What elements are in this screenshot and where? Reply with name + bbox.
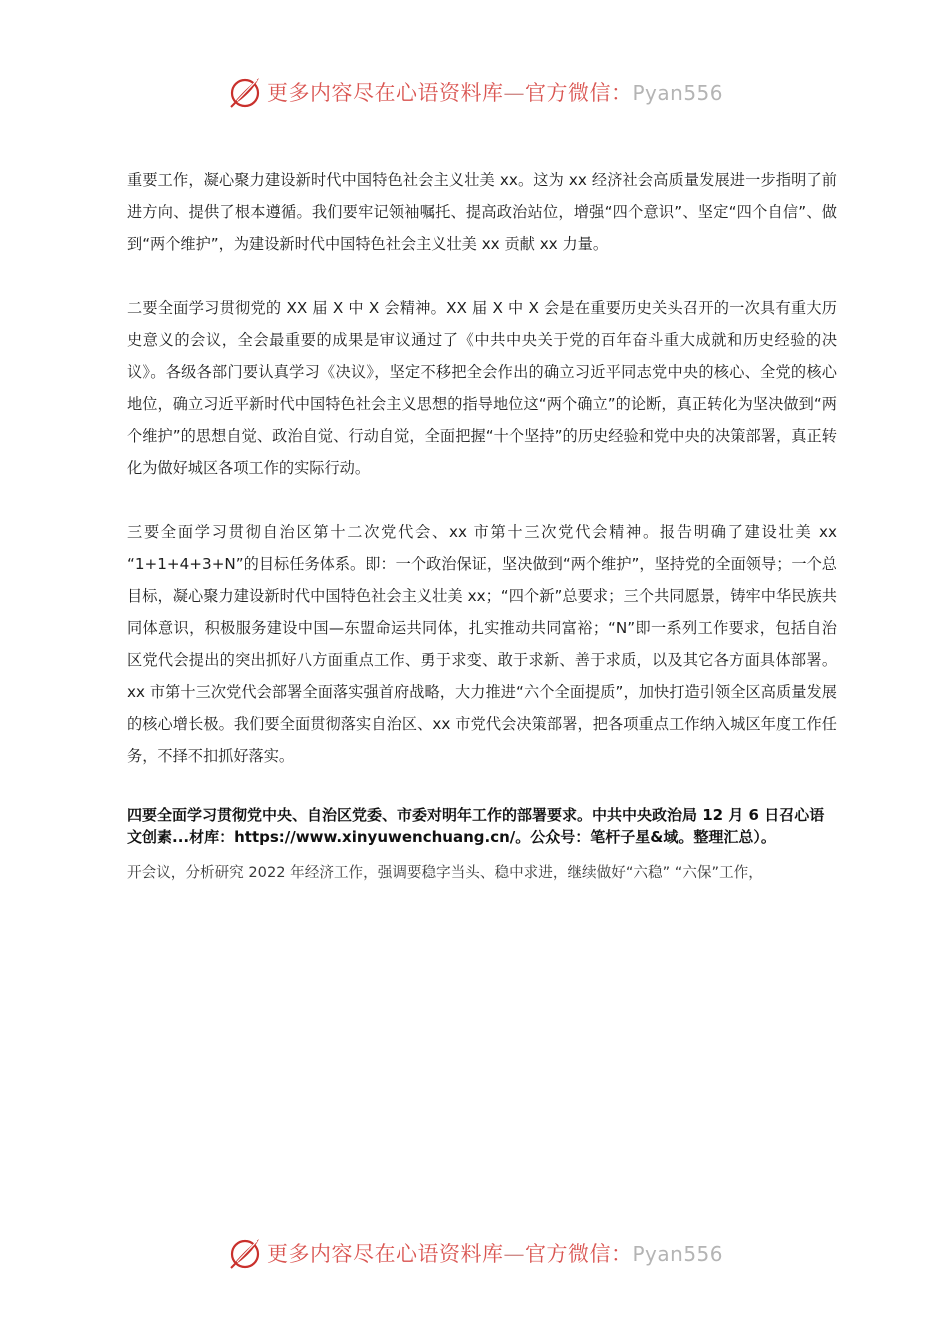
- quill-pen-logo-icon: [227, 74, 263, 110]
- banner-account: Pyan556: [632, 81, 723, 105]
- paragraph-2: 二要全面学习贯彻党的 XX 届 X 中 X 会精神。XX 届 X 中 X 会是在重要历史关头召开的一次具有重大历史意义的会议，全会最重要的成果是审议通过了《中共中央关于党的百年奋斗重大成就和历史经验的决议》。各级各部门要认真学习《决议》，坚定不移把全会作出的确立习近平同志党中央的核心、全党的核心地位，确立习近平新时代中国特色社会主义思想的指导地位这“两个确立”的论断，真正转化为坚决做到“两个维护”的思想自觉、政治自觉、行动自觉，全面把握“十个坚持”的历史经验和党中央的决策部署，真正转化为做好城区各项工作的实际行动。: [127, 299, 837, 477]
- banner-separator: —: [503, 1242, 525, 1266]
- banner-text: [267, 1238, 723, 1268]
- banner-account: Pyan556: [632, 1242, 723, 1266]
- banner-text: [267, 77, 723, 107]
- paragraph-3: 三要全面学习贯彻自治区第十二次党代会、xx 市第十三次党代会精神。报告明确了建设壮美 xx “1+1+4+3+N”的目标任务体系。即：一个政治保证，坚决做到“两个维护”，坚持党的全面领导；一个总目标，凝心聚力建设新时代中国特色社会主义壮美 xx；“四个新”总要求；三个共同愿景，铸牢中华民族共同体意识，积极服务建设中国—东盟命运共同体，扎实推动共同富裕；“N”即一系列工作要求，包括自治区党代会提出的突出抓好八方面重点工作、勇于求变、敢于求新、善于求质，以及其它各方面具体部署。xx 市第十三次党代会部署全面落实强首府战略，大力推进“六个全面提质”，加快打造引领全区高质量发展的核心增长极。我们要全面贯彻落实自治区、xx 市党代会决策部署，把各项重点工作纳入城区年度工作任务，不择不扣抓好落实。: [127, 523, 837, 765]
- paragraph-4-bold: 四要全面学习贯彻党中央、自治区党委、市委对明年工作的部署要求。中共中央政治局 12 月 6 日召心语文创素...材库：https://www.xinyuwenchuang.cn/。公众号：笔杆子星&域。整理汇总）。: [127, 806, 825, 846]
- quill-pen-logo-icon: [227, 1235, 263, 1271]
- banner-title: 更多内容尽在心语资料库: [266, 1242, 504, 1266]
- footer-banner: [0, 1233, 950, 1273]
- paragraph-1: 重要工作，凝心聚力建设新时代中国特色社会主义壮美 xx。这为 xx 经济社会高质量发展进一步指明了前进方向、提供了根本遵循。我们要牢记领袖嘱托、提高政治站位，增强“四个意识”、坚定“四个自信”、做到“两个维护”，为建设新时代中国特色社会主义壮美 xx 贡献 xx 力量。: [127, 171, 837, 253]
- paragraph-tail: 开会议，分析研究 2022 年经济工作，强调要稳字当头、稳中求进，继续做好“六稳” “六保”工作，: [127, 864, 763, 881]
- header-banner: [0, 72, 950, 112]
- banner-official: 官方微信：: [524, 81, 633, 105]
- banner-official: 官方微信：: [524, 1242, 633, 1266]
- banner-title: 更多内容尽在心语资料库: [266, 81, 504, 105]
- document-body: [127, 164, 837, 884]
- banner-separator: —: [503, 81, 525, 105]
